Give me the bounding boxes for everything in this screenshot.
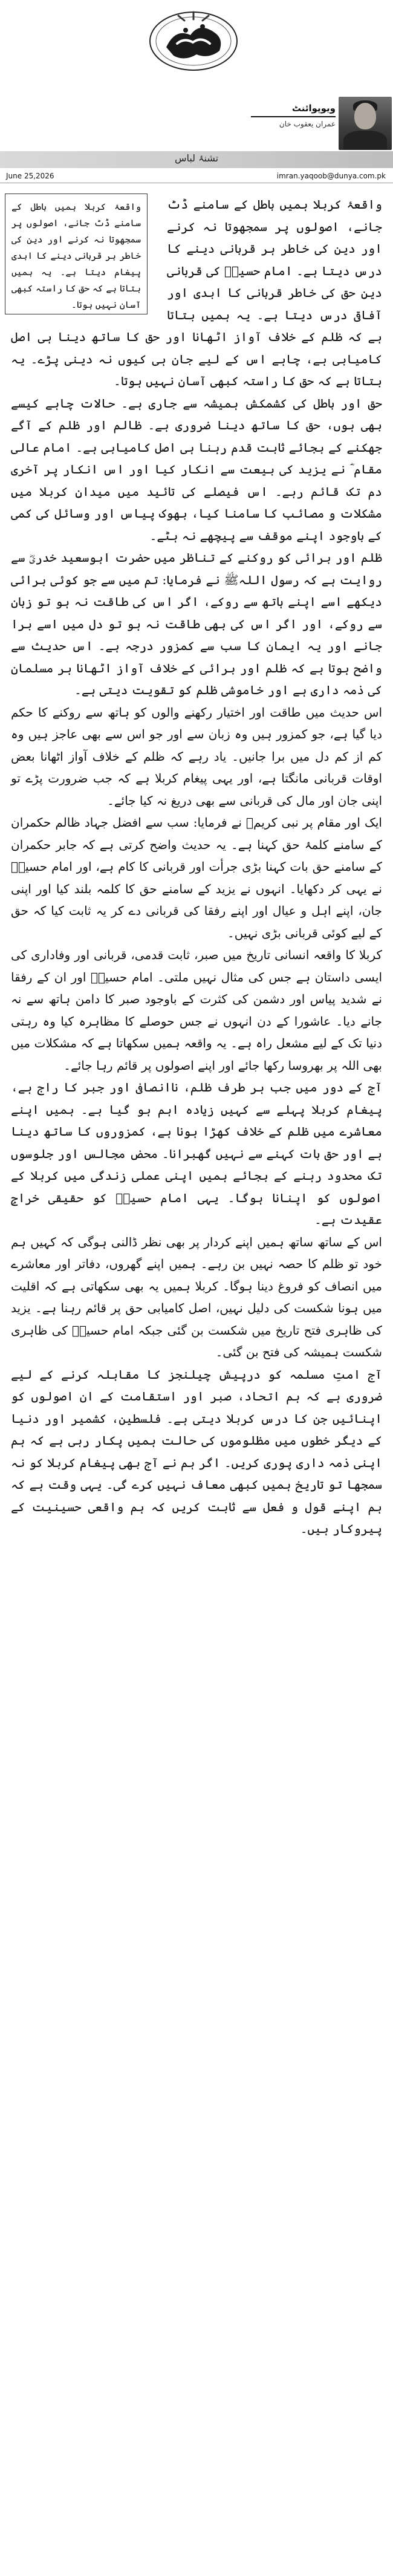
brand-name: ویوپوائنٹ — [291, 103, 336, 114]
article-paragraph: اس کے ساتھ ساتھ ہمیں اپنے کردار پر بھی نظر ڈالنی ہوگی کہ کہیں ہم خود تو ظلم کا حصہ نہیں بن رہے۔ ہمیں اپنے گھروں، دفاتر اور معاشرے میں انصاف کو فروغ دینا ہوگا۔ کربلا ہمیں یہ بھی سکھاتی ہے کہ اقلیت میں ہونا شکست کی دلیل نہیں، اصل کامیابی حق پر قائم رہنا ہے۔ یزید کی ظاہری فتح تاریخ میں شکست بن گئی جبکہ امام حسینؓ کی ظاہری شکست ہمیشہ کی فتح بن گئی۔ — [11, 1234, 382, 1359]
article-paragraph: حق اور باطل کی کشمکش ہمیشہ سے جاری ہے۔ حالات چاہے کیسے بھی ہوں، حق کا ساتھ دینا ضروری ہے۔ ظالم اور ظلم کے آگے جھکنے کے بجائے ثابت قدم رہنا ہی اصل کامیابی ہے۔ امام عالی مقام ؓ نے یزید کی بیعت سے انکار کیا اور اس انکار پر آخری دم تک قائم رہے۔ اس فیصلے کی تائید میں میدانِ کربلا میں مشکلات و مصائب کا سامنا کیا، بھوک پیاس اور وسائل کی کمی کے باوجود اپنے موقف سے پیچھے نہ ہٹے۔ — [11, 395, 382, 543]
article-body — [11, 194, 382, 1540]
article-paragraph: ایک اور مقام پر نبی کریمﷺ نے فرمایا: سب سے افضل جہاد ظالم حکمران کے سامنے کلمۂ حق کہنا ہے۔ یہ حدیث واضح کرتی ہے کہ جابر حکمران کے سامنے حق بات کہنا بڑی جرأت اور قربانی کا کام ہے، اور امام حسینؓ نے یہی کر دکھایا۔ انہوں نے یزید کے سامنے حق کا کلمہ بلند کیا اور اپنی جان، اپنے اہل و عیال اور اپنے رفقا کی قربانی دے کر یہ ثابت کیا کہ حق کے لیے کوئی قربانی بڑی نہیں۔ — [11, 815, 382, 940]
pull-quote-box: واقعۂ کربلا ہمیں باطل کے سامنے ڈٹ جانے، اصولوں پر سمجھوتا نہ کرنے اور دین کی خاطر ہر قربانی دینے کا ابدی پیغام دیتا ہے۔ یہ ہمیں بتاتا ہے کہ حق کا راستہ کبھی آسان نہیں ہوتا۔ — [5, 194, 148, 314]
brand-block — [239, 103, 336, 145]
author-photo — [339, 97, 392, 150]
article-paragraph: کربلا کا واقعہ انسانی تاریخ میں صبر، ثابت قدمی، قربانی اور وفاداری کی ایسی داستان ہے جس کی مثال نہیں ملتی۔ امام حسینؓ اور ان کے رفقا نے شدید پیاس اور دشمن کی کثرت کے باوجود صبر کا دامن ہاتھ سے نہ جانے دیا۔ عاشورا کے دن انہوں نے جس حوصلے کا مظاہرہ کیا وہ رہتی دنیا تک کے لیے مشعل راہ ہے۔ یہ واقعہ ہمیں سکھاتا ہے کہ مشکلات میں بھی اللہ پر بھروسا رکھا جائے اور اپنے اصولوں پر قائم رہا جائے۔ — [11, 948, 382, 1073]
brand-divider — [251, 116, 336, 117]
column-title-bar — [0, 151, 393, 168]
article-paragraph: آج کے دور میں جب ہر طرف ظلم، ناانصافی اور جبر کا راج ہے، پیغام کربلا پہلے سے کہیں زیادہ اہم ہو گیا ہے۔ ہمیں اپنے معاشرے میں ظلم کے خلاف کھڑا ہونا ہے، کمزوروں کا ساتھ دینا ہے اور حق بات کہنے سے نہیں گھبرانا۔ محض مجالس اور جلوسوں تک محدود رہنے کے بجائے ہمیں اپنی عملی زندگی میں کربلا کے اصولوں کو اپنانا ہوگا۔ یہی امام حسینؓ کو حقیقی خراجِ عقیدت ہے۔ — [11, 1080, 382, 1227]
pull-quote-spacer — [11, 194, 162, 320]
article-paragraph: آج امتِ مسلمہ کو درپیش چیلنجز کا مقابلہ کرنے کے لیے ضروری ہے کہ ہم اتحاد، صبر اور استقامت کے ان اصولوں کو اپنائیں جن کا درس کربلا دیتی ہے۔ فلسطین، کشمیر اور دنیا کے دیگر خطوں میں مظلوموں کی حالت ہمیں پکار رہی ہے کہ ہم اپنی ذمہ داری پوری کریں۔ اگر ہم نے آج بھی پیغام کربلا کو نہ سمجھا تو تاریخ ہمیں کبھی معاف نہیں کرے گی۔ یہی وقت ہے کہ ہم اپنے قول و فعل سے ثابت کریں کہ ہم واقعی حسینیت کے پیروکار ہیں۔ — [11, 1367, 382, 1536]
author-name: عمران یعقوب خان — [279, 120, 336, 128]
masthead-logo — [142, 4, 245, 76]
article-paragraph: اس حدیث میں طاقت اور اختیار رکھنے والوں کو ہاتھ سے روکنے کا حکم دیا گیا ہے، جو کمزور ہیں وہ زبان سے اور جو اس سے بھی عاجز ہیں وہ کم از کم دل میں برا جانیں۔ یاد رہے کہ ظلم کے خلاف آواز اٹھانا بعض اوقات قربانی مانگتا ہے، اور یہی پیغام کربلا ہے کہ جب ضرورت پڑے تو اپنی جان اور مال کی قربانی سے بھی دریغ نہ کیا جائے۔ — [11, 704, 382, 808]
publish-date: June 25,2026 — [6, 172, 54, 180]
author-email[interactable]: imran.yaqoob@dunya.com.pk — [276, 172, 386, 180]
date-email-row — [0, 169, 393, 183]
dunya-logo-icon — [142, 4, 245, 76]
column-title: تشنۂ لباس — [174, 152, 219, 164]
article-paragraph: واقعۂ کربلا ہمیں باطل کے سامنے ڈٹ جانے، اصولوں پر سمجھوتا نہ کرنے اور دین کی خاطر ہر قربانی دینے کا درس دیتا ہے۔ امام حسینؓ کی قربانی دینِ حق کی خاطر قربانی کا ابدی اور آفاقی درس دیتا ہے۔ یہ ہمیں بتاتا ہے کہ ظلم کے خلاف آواز اٹھانا اور حق کا ساتھ دینا ہی اصل کامیابی ہے، چاہے اس کے لیے جان ہی کیوں نہ دینی پڑے۔ یہ بتاتا ہے کہ حق کا راستہ کبھی آسان نہیں ہوتا۔ — [11, 197, 382, 388]
article-paragraph: ظلم اور برائی کو روکنے کے تناظر میں حضرت ابوسعید خدریؓ سے روایت ہے کہ رسول اللہﷺ نے فرمایا: تم میں سے جو کوئی برائی دیکھے اسے اپنے ہاتھ سے روکے، اگر اس کی طاقت نہ ہو تو زبان سے روکے، اور اگر اس کی بھی طاقت نہ ہو تو دل میں اسے برا جانے اور یہ ایمان کا سب سے کمزور درجہ ہے۔ اس حدیث سے واضح ہوتا ہے کہ ظلم اور برائی کے خلاف آواز اٹھانا ہر مسلمان کی ذمہ داری ہے اور خاموشی ظلم کو تقویت دیتی ہے۔ — [11, 550, 382, 697]
